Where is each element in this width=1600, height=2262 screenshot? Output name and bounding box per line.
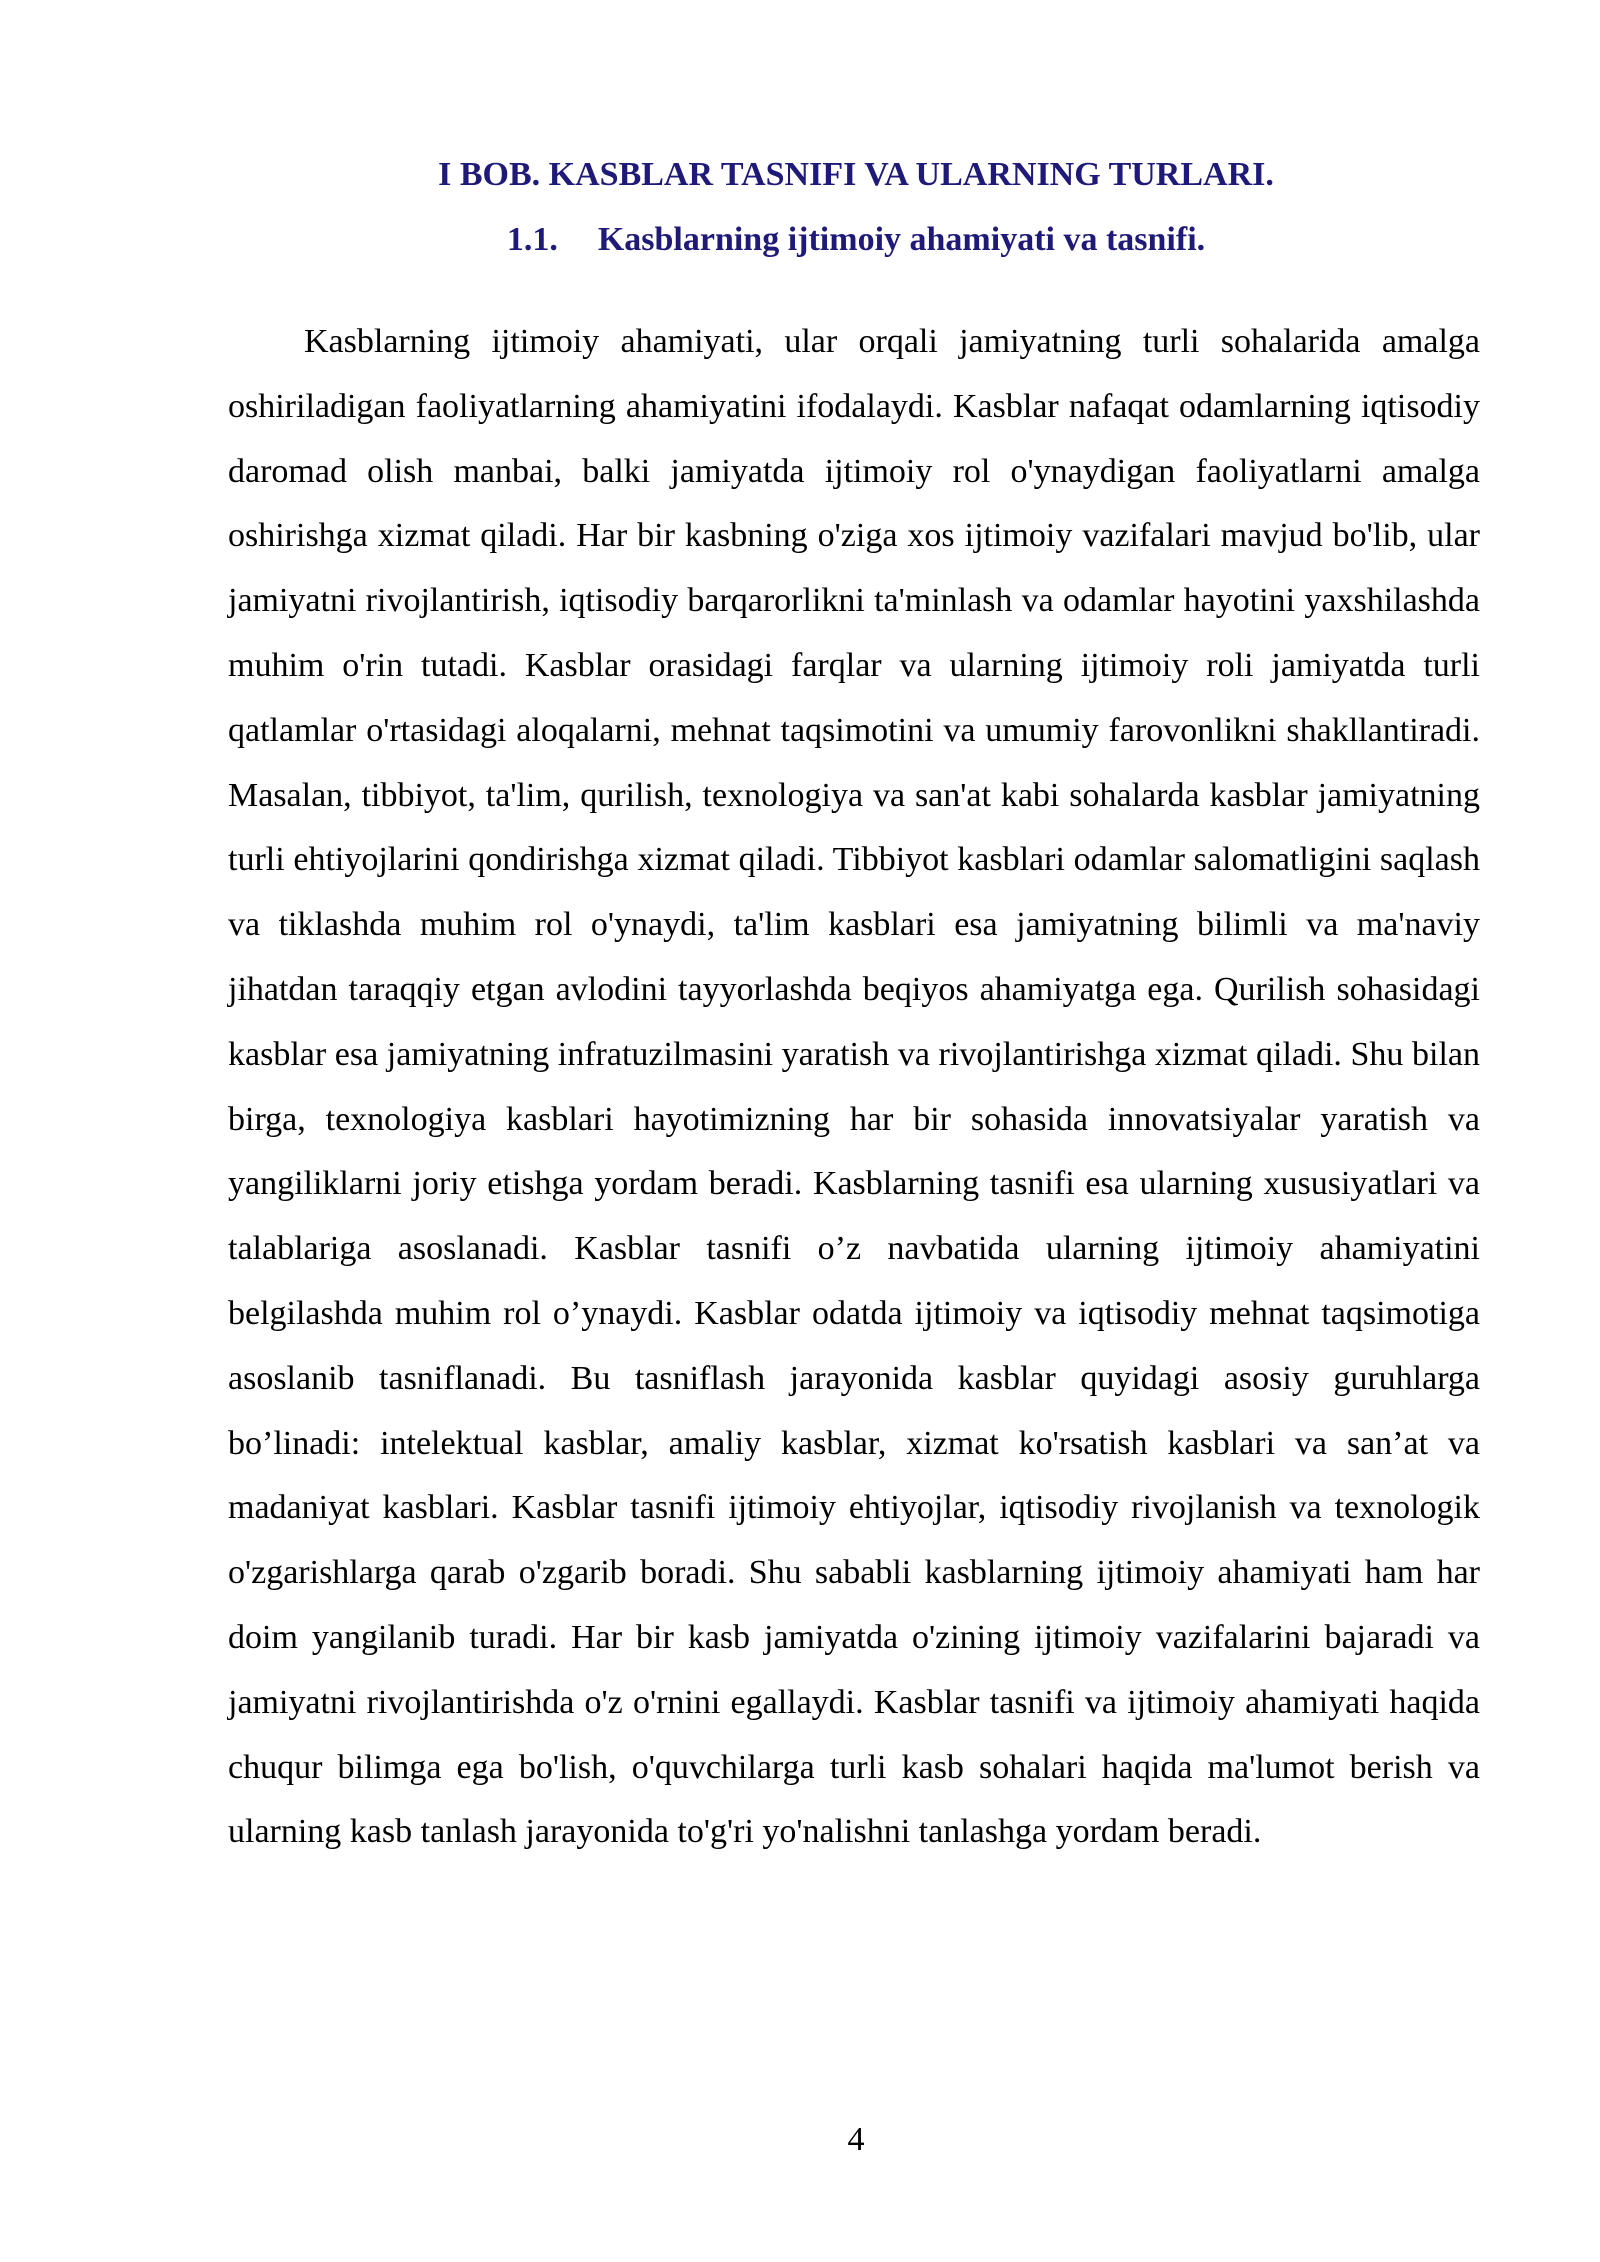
body-paragraph: Kasblarning ijtimoiy ahamiyati, ular orqali jamiyatning turli sohalarida amalga oshiriladigan faoliyatlarning ahamiyatini ifodalaydi. Kasblar nafaqat odamlarning iqtisodiy daromad olish manbai, balki jamiyatda ijtimoiy rol o'ynaydigan faoliyatlarni amalga oshirishga xizmat qiladi. Har bir kasbning o'ziga xos ijtimoiy vazifalari mavjud bo'lib, ular jamiyatni rivojlantirish, iqtisodiy barqarorlikni ta'minlash va odamlar hayotini yaxshilashda muhim o'rin tutadi. Kasblar orasidagi farqlar va ularning ijtimoiy roli jamiyatda turli qatlamlar o'rtasidagi aloqalarni, mehnat taqsimotini va umumiy farovonlikni shakllantiradi. Masalan, tibbiyot, ta'lim, qurilish, texnologiya va san'at kabi sohalarda kasblar jamiyatning turli ehtiyojlarini qondirishga xizmat qiladi. Tibbiyot kasblari odamlar salomatligini saqlash va tiklashda muhim rol o'ynaydi, ta'lim kasblari esa jamiyatning bilimli va ma'naviy jihatdan taraqqiy etgan avlodini tayyorlashda beqiyos ahamiyatga ega. Qurilish sohasidagi kasblar esa jamiyatning infratuzilmasini yaratish va rivojlantirishga xizmat qiladi. Shu bilan birga, texnologiya kasblari hayotimizning har bir sohasida innovatsiyalar yaratish va yangiliklarni joriy etishga yordam beradi. Kasblarning tasnifi esa ularning xususiyatlari va talablariga asoslanadi. Kasblar tasnifi o’z navbatida ularning ijtimoiy ahamiyatini belgilashda muhim rol o’ynaydi. Kasblar odatda ijtimoiy va iqtisodiy mehnat taqsimotiga asoslanib tasniflanadi. Bu tasniflash jarayonida kasblar quyidagi asosiy guruhlarga bo’linadi: intelektual kasblar, amaliy kasblar, xizmat ko'rsatish kasblari va san’at va madaniyat kasblari. Kasblar tasnifi ijtimoiy ehtiyojlar, iqtisodiy rivojlanish va texnologik o'zgarishlarga qarab o'zgarib boradi. Shu sababli kasblarning ijtimoiy ahamiyati ham har doim yangilanib turadi. Har bir kasb jamiyatda o'zining ijtimoiy vazifalarini bajaradi va jamiyatni rivojlantirishda o'z o'rnini egallaydi. Kasblar tasnifi va ijtimoiy ahamiyati haqida chuqur bilimga ega bo'lish, o'quvchilarga turli kasb sohalari haqida ma'lumot berish va ularning kasb tanlash jarayonida to'g'ri yo'nalishni tanlashga yordam beradi. xyxy=(228,323,1480,1851)
page-number: 4 xyxy=(847,2121,865,2158)
section-number: 1.1. xyxy=(506,221,558,258)
section-heading xyxy=(0,215,1600,265)
chapter-title: I BOB. KASBLAR TASNIFI VA ULARNING TURLARI. xyxy=(438,156,1274,193)
section-title: Kasblarning ijtimoiy ahamiyati va tasnifi. xyxy=(597,221,1206,258)
